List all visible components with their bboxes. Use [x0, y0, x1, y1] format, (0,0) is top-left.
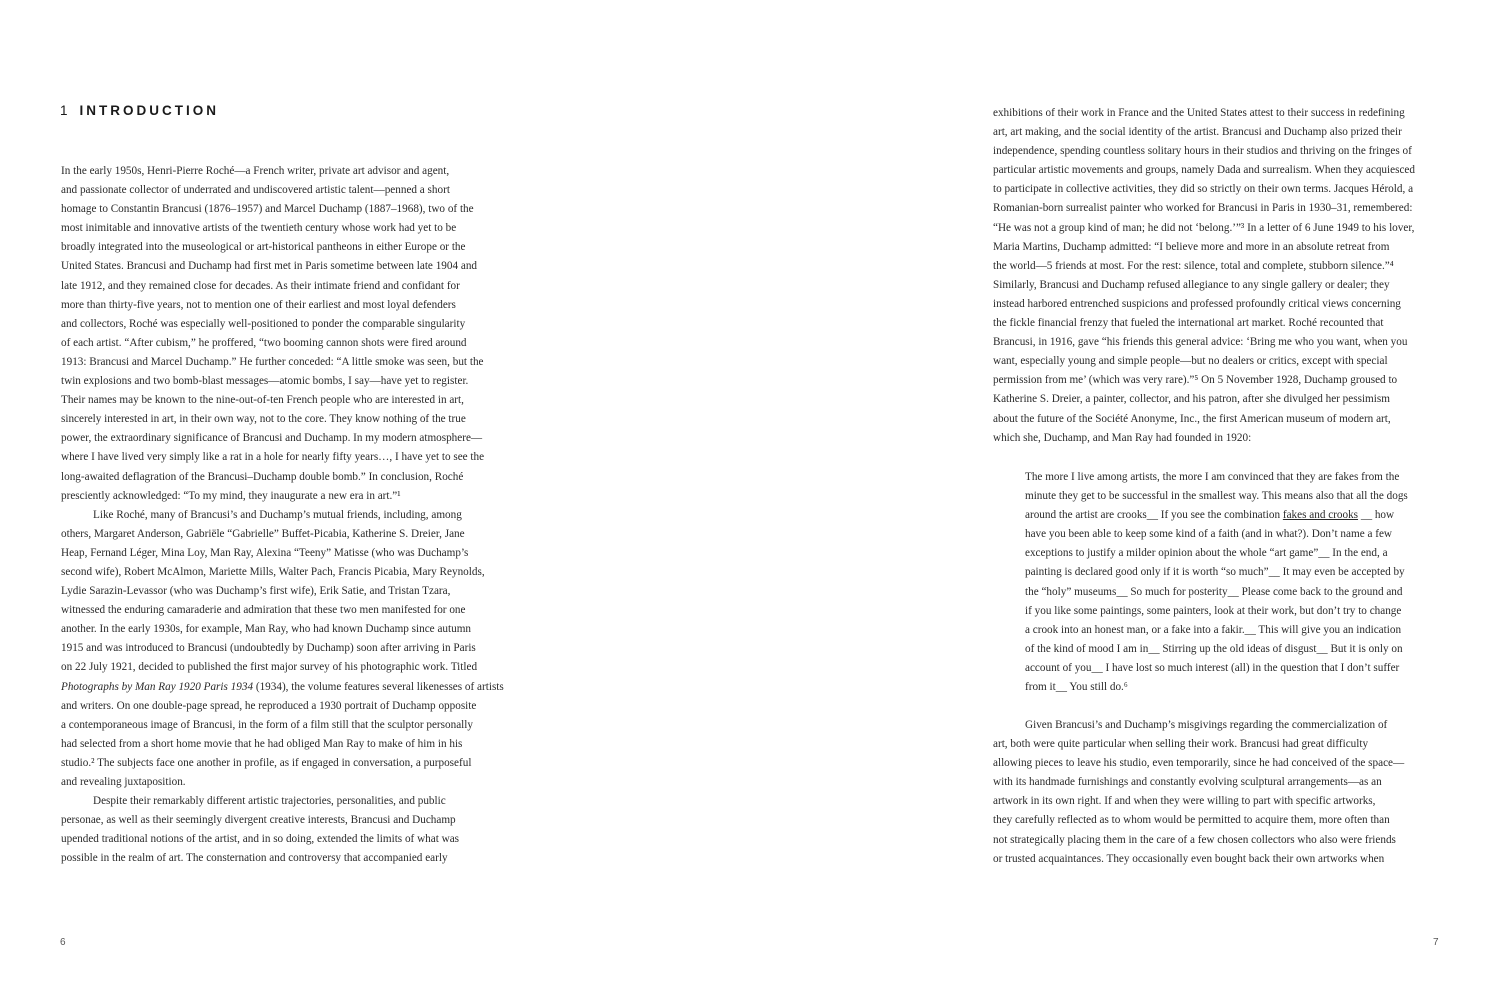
text-line: instead harbored entrenched suspicions and professed profoundly critical views concerning: [993, 297, 1401, 310]
right-page-body-continued: [993, 716, 1441, 869]
text-line: most inimitable and innovative artists of the twentieth century whose work had yet to be: [61, 222, 457, 235]
text-line: art, art making, and the social identity of the artist. Brancusi and Duchamp also prized their: [993, 126, 1402, 139]
text-line-rest: __ how: [1358, 509, 1395, 522]
text-line: others, Margaret Anderson, Gabriële “Gabrielle” Buffet-Picabia, Katherine S. Dreier, Jane: [61, 527, 465, 540]
text-line: Similarly, Brancusi and Duchamp refused allegiance to any single gallery or dealer; they: [993, 278, 1390, 291]
text-line: 1913: Brancusi and Marcel Duchamp.” He further conceded: “A little smoke was seen, but the: [61, 355, 484, 368]
text-line: on 22 July 1921, decided to published the first major survey of his photographic work. Titled: [61, 661, 478, 674]
text-line: from it__ You still do.⁶: [1025, 681, 1128, 694]
text-line-start: around the artist are crooks__ If you see the combination: [1025, 509, 1281, 522]
text-line: artwork in its own right. If and when they were willing to part with specific artworks,: [993, 795, 1376, 808]
text-line: In the early 1950s, Henri-Pierre Roché—a French writer, private art advisor and agent,: [61, 165, 450, 177]
text-line: Katherine S. Dreier, a painter, collector, and his patron, after she divulged her pessimism: [993, 393, 1390, 406]
text-line: allowing pieces to leave his studio, even temporarily, since he had conceived of the space—: [993, 757, 1405, 770]
text-line: where I have lived very simply like a rat in a hole for nearly fifty years…, I have yet to see the: [61, 451, 485, 464]
text-line-rest: (1934), the volume features several likenesses of artists: [255, 680, 504, 693]
text-line: Given Brancusi’s and Duchamp’s misgivings regarding the commercialization of: [1025, 719, 1388, 731]
text-line: to participate in collective activities, they did so strictly on their own terms. Jacques Hérold, a: [993, 183, 1414, 196]
text-line: of the kind of mood I am in__ Stirring up the old ideas of disgust__ But it is only on: [1025, 642, 1403, 655]
text-line: they carefully reflected as to whom would be permitted to acquire them, more often than: [993, 814, 1390, 827]
text-line: have you been able to keep some kind of a faith (and in what?). Don’t name a few: [1025, 528, 1392, 541]
text-line: not strategically placing them in the care of a few chosen collectors who also were friends: [993, 833, 1396, 846]
text-line: power, the extraordinary significance of Brancusi and Duchamp. In my modern atmosphere—: [61, 432, 483, 445]
text-line: Despite their remarkably different artistic trajectories, personalities, and public: [93, 795, 446, 808]
text-line: minute they get to be successful in the smallest way. This means also that all the dogs: [1025, 490, 1408, 503]
text-line: or trusted acquaintances. They occasionally even bought back their own artworks when: [993, 852, 1385, 865]
text-line: The more I live among artists, the more I am convinced that they are fakes from the: [1025, 471, 1400, 483]
text-line: sincerely interested in art, in their own way, not to the core. They know nothing of the true: [61, 413, 466, 426]
text-line: particular artistic movements and groups, namely Dada and surrealism. When they acquiesced: [993, 164, 1415, 177]
text-line: exhibitions of their work in France and the United States attest to their success in redefining: [993, 107, 1405, 119]
text-line: and collectors, Roché was especially well-positioned to ponder the comparable singularity: [61, 317, 466, 330]
text-line: account of you__ I have lost so much interest (all) in the question that I don’t suffer: [1025, 661, 1400, 674]
page-number-right: 7: [1433, 937, 1439, 948]
text-line: late 1912, and they remained close for decades. As their intimate friend and confidant for: [61, 279, 460, 292]
text-line: studio.² The subjects face one another in profile, as if engaged in conversation, a purposeful: [61, 756, 472, 769]
text-line: of each artist. “After cubism,” he proffered, “two booming cannon shots were fired around: [61, 336, 467, 349]
text-line: which she, Duchamp, and Man Ray had founded in 1920:: [993, 431, 1252, 444]
right-page-body: [993, 104, 1441, 448]
text-line: want, especially young and simple people—but no dealers or critics, except with special: [993, 355, 1388, 368]
text-line: had selected from a short home movie that he had obliged Man Ray to make of him in his: [61, 737, 463, 750]
text-line: Maria Martins, Duchamp admitted: “I believe more and more in an absolute retreat from: [993, 240, 1390, 253]
text-line: exceptions to justify a milder opinion about the whole “art game”__ In the end, a: [1025, 547, 1388, 560]
text-line: a contemporaneous image of Brancusi, in the form of a film still that the sculptor personally: [61, 718, 473, 731]
text-line: homage to Constantin Brancusi (1876–1957) and Marcel Duchamp (1887–1968), two of the: [61, 203, 474, 216]
text-line: Their names may be known to the nine-out-of-ten French people who are interested in art,: [61, 394, 464, 407]
text-line: the “holy” museums__ So much for posterity__ Please come back to the ground and: [1025, 585, 1403, 598]
text-line: independence, spending countless solitary hours in their studios and thriving on the fringes of: [993, 145, 1412, 158]
text-line: 1915 and was introduced to Brancusi (undoubtedly by Duchamp) soon after arriving in Paris: [61, 642, 476, 655]
text-line: presciently acknowledged: “To my mind, they inaugurate a new era in art.”¹: [61, 489, 401, 502]
text-line: [1025, 506, 1441, 525]
text-line: Heap, Fernand Léger, Mina Loy, Man Ray, Alexina “Teeny” Matisse (who was Duchamp’s: [61, 546, 469, 559]
text-line: the world—5 friends at most. For the rest: silence, total and complete, stubborn silence.”⁴: [993, 259, 1394, 272]
text-line: [61, 678, 507, 697]
block-quote: [1025, 468, 1441, 697]
page-number-left: 6: [60, 937, 66, 948]
text-line: broadly integrated into the museological or art-historical pantheons in either Europe or the: [61, 241, 466, 254]
left-page-body: [61, 162, 507, 868]
text-line: painting is declared good only if it is worth “so much”__ It may even be accepted by: [1025, 566, 1405, 579]
text-line: and revealing juxtaposition.: [61, 776, 186, 788]
text-line: about the future of the Société Anonyme, Inc., the first American museum of modern art,: [993, 412, 1391, 425]
text-line: upended traditional notions of the artist, and in so doing, extended the limits of what was: [61, 833, 460, 846]
text-line: Like Roché, many of Brancusi’s and Duchamp’s mutual friends, including, among: [93, 508, 462, 521]
text-line: United States. Brancusi and Duchamp had first met in Paris sometime between late 1904 and: [61, 260, 478, 273]
text-line: Brancusi, in 1916, gave “his friends this general advice: ‘Bring me who you want, when you: [993, 336, 1408, 349]
text-line: another. In the early 1930s, for example, Man Ray, who had known Duchamp since autumn: [61, 623, 471, 636]
text-line: permission from me’ (which was very rare).”⁵ On 5 November 1928, Duchamp groused to: [993, 374, 1398, 387]
text-line: the fickle financial frenzy that fueled the international art market. Roché recounted that: [993, 317, 1384, 330]
text-line: possible in the realm of art. The consternation and controversy that accompanied early: [61, 852, 448, 865]
text-line: if you like some paintings, some painters, look at their work, but don’t try to change: [1025, 604, 1402, 617]
chapter-title: INTRODUCTION: [79, 103, 220, 118]
text-line: more than thirty-five years, not to mention one of their earliest and most loyal defenders: [61, 298, 456, 311]
chapter-heading: [60, 103, 219, 118]
text-line: and writers. On one double-page spread, he reproduced a 1930 portrait of Duchamp opposite: [61, 699, 477, 712]
text-line: witnessed the enduring camaraderie and admiration that these two men manifested for one: [61, 604, 466, 617]
chapter-number: 1: [60, 103, 68, 118]
text-line: Romanian-born surrealist painter who worked for Brancusi in Paris in 1930–31, remembered:: [993, 202, 1413, 215]
text-line: Lydie Sarazin-Levassor (who was Duchamp’s first wife), Erik Satie, and Tristan Tzara,: [61, 585, 451, 598]
text-line: a crook into an honest man, or a fake into a fakir.__ This will give you an indication: [1025, 623, 1402, 636]
text-line: personae, as well as their seemingly divergent creative interests, Brancusi and Duchamp: [61, 814, 456, 827]
text-line: “He was not a group kind of man; he did not ‘belong.’”³ In a letter of 6 June 1949 to his lover,: [993, 221, 1415, 234]
book-title: Photographs by Man Ray 1920 Paris 1934: [61, 680, 254, 693]
text-line: and passionate collector of underrated and undiscovered artistic talent—penned a short: [61, 184, 450, 197]
text-line: long-awaited deflagration of the Brancusi–Duchamp double bomb.” In conclusion, Roché: [61, 470, 464, 483]
text-line: with its handmade furnishings and constantly evolving sculptural arrangements—as an: [993, 776, 1382, 789]
text-line: art, both were quite particular when selling their work. Brancusi had great difficulty: [993, 738, 1369, 751]
text-line: second wife), Robert McAlmon, Mariette Mills, Walter Pach, Francis Picabia, Mary Reynolds,: [61, 565, 485, 578]
text-line: twin explosions and two bomb-blast messages—atomic bombs, I say—have yet to register.: [61, 375, 469, 388]
underlined-phrase: fakes and crooks: [1282, 509, 1359, 522]
